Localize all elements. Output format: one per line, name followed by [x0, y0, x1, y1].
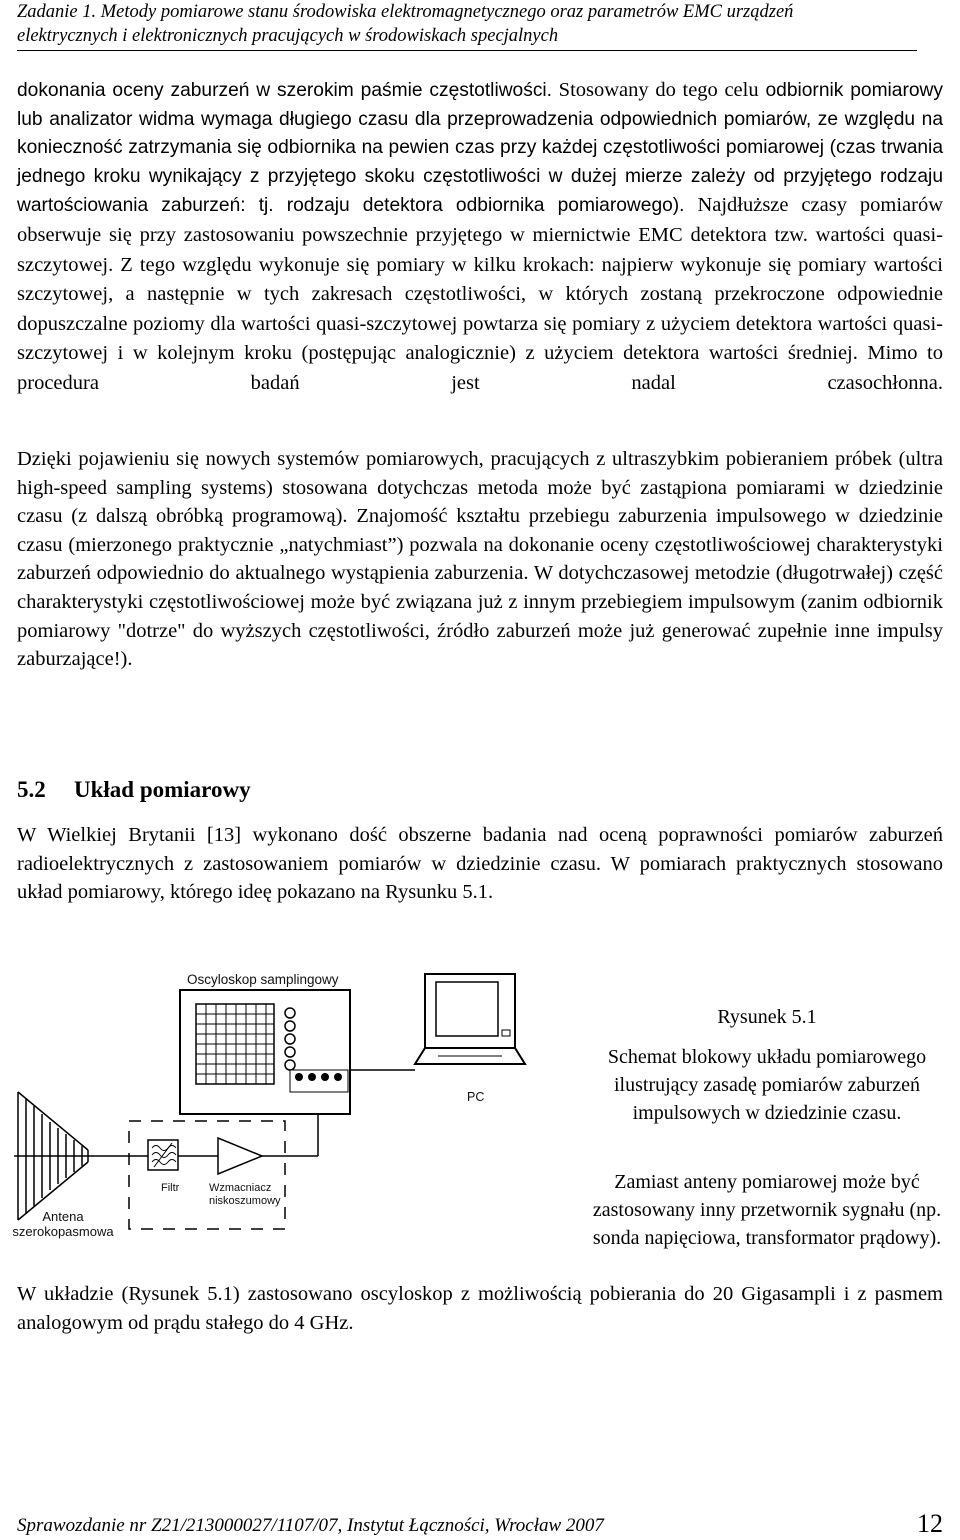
figure-caption-note: Zamiast anteny pomiarowej może być zastosowany inny przetwornik sygnału (np. sonda napięciowa, transformator prądowy). — [592, 1171, 942, 1250]
amplifier-label — [209, 1182, 281, 1208]
paragraph-2: Dzięki pojawieniu się nowych systemów pomiarowych, pracujących z ultraszybkim pobieraniem próbek (ultra high-speed sampling systems) stosowana dotychczas metoda może być zastąpiona pomiarami w dziedzinie czasu (z dalszą obróbką programową). Znajomość kształtu przebiegu zaburzenia impulsowego w dziedzinie czasu (mierzonego praktycznie „natychmiast”) pozwala na dokonanie oceny częstotliwościowej charakterystyki zaburzeń odpowiednio do aktualnego wystąpienia zaburzenia. W dotychczasowej metodzie (długotrwałej) część charakterystyki częstotliwościowej może być związana już z innym przebiegiem impulsowym (zanim odbiornik pomiarowy "dotrze" do wyższych częstotliwości, źródło zaburzeń może już generować zupełnie inne impulsy zaburzające!). — [17, 448, 943, 671]
section-heading — [17, 777, 251, 803]
intro-sans-text: dokonania oceny zaburzeń w szerokim paśmie częstotliwości. — [17, 80, 553, 101]
pc-screen — [436, 982, 498, 1036]
header-line-1: Zadanie 1. Metody pomiarowe stanu środowiska elektromagnetycznego oraz parametrów EMC urządzeń — [17, 2, 794, 22]
intro-paragraph — [17, 76, 943, 399]
oscilloscope-label: Oscyloskop samplingowy — [187, 972, 339, 987]
intro-tail-2: Z tego względu wykonuje się pomiary w kilku krokach: najpierw wykonuje się pomiary wartości szczytowej, a następnie w tych zakresach częstotliwości, w których zostaną przekroczone odpowiednie dopuszczalne poziomy dla wartości quasi-szczytowej powtarza się pomiary z użyciem detektora wartości quasi-szczytowej i w kolejnym kroku (postępując analogicznie) z użyciem detektora wartości średniej. Mimo to procedura badań jest nadal czasochłonna. — [17, 253, 943, 394]
intro-serif-start: Stosowany do tego celu — [552, 79, 759, 101]
footer-text: Sprawozdanie nr Z21/213000027/1107/07, Instytut Łączności, Wrocław 2007 — [17, 1515, 604, 1536]
antenna-icon — [14, 1092, 90, 1220]
page-number: 12 — [917, 1509, 943, 1538]
oscilloscope-knobs — [285, 1008, 295, 1070]
filter-label: Filtr — [161, 1182, 180, 1194]
measurement-enclosure — [129, 1121, 285, 1229]
intro-rest: odbiornik pomiarowy lub analizator widma wymaga długiego czasu dla przeprowadzenia odpowiednich pomiarów, ze względu na konieczność zatrzymania się odbiornika na pewien czas przy każdej częstotliwości pomiarowej (czas trwania jednego kroku wynikający z przyjętego skoku częstotliwości w dużej mierze zależy od przyjętego rodzaju wartościowania zaburzeń: tj. rodzaju detektora odbiornika pomiarowego). — [17, 80, 943, 217]
block-diagram — [0, 960, 570, 1250]
figure-caption-description: Schemat blokowy układu pomiarowego ilustrujący zasadę pomiarów zaburzeń impulsowych w dziedzinie czasu. — [607, 1046, 927, 1125]
page-header — [17, 0, 917, 51]
amplifier-label-line-2: niskoszumowy — [209, 1195, 281, 1207]
paragraph-3: W Wielkiej Brytanii [13] wykonano dość obszerne badania nad oceną poprawności pomiarów zaburzeń radioelektrycznych z zastosowaniem pomiarów w dziedzinie czasu. W pomiarach praktycznych stosowano układ pomiarowy, którego ideę pokazano na Rysunku 5.1. — [17, 824, 943, 904]
antenna-label — [8, 1209, 118, 1239]
antenna-label-line-2: szerokopasmowa — [12, 1224, 114, 1239]
amplifier-label-line-1: Wzmacniacz — [209, 1182, 272, 1194]
header-line-2: elektrycznych i elektronicznych pracujących w środowiskach specjalnych — [17, 26, 559, 46]
section-title: Układ pomiarowy — [74, 777, 251, 802]
pc-label: PC — [467, 1090, 485, 1104]
antenna-label-line-1: Antena — [42, 1209, 84, 1224]
figure-caption-title: Rysunek 5.1 — [717, 1006, 817, 1028]
intro-tail: Najdłuższe czasy pomiarów obserwuje się przy zastosowaniu powszechnie przyjętego w miernictwie EMC detektora tzw. wartości quasi-szczytowej. — [17, 194, 943, 276]
page-footer — [17, 1509, 943, 1538]
amplifier-triangle — [218, 1138, 262, 1174]
paragraph-4: W układzie (Rysunek 5.1) zastosowano oscyloskop z możliwością pobierania do 20 Gigasampli i z pasmem analogowym od prądu stałego do 4 GHz. — [17, 1283, 943, 1334]
section-number: 5.2 — [17, 777, 46, 802]
